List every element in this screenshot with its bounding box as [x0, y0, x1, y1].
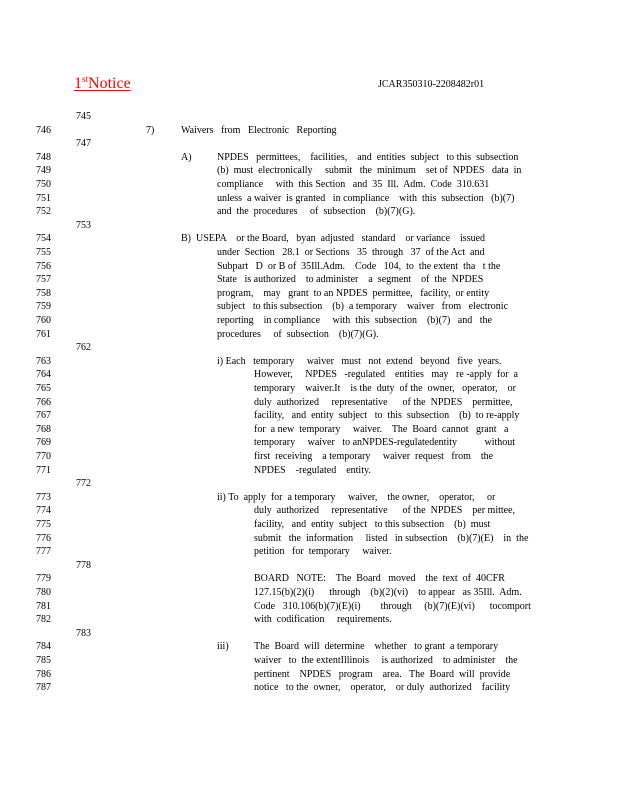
line-number: 751: [36, 192, 51, 204]
line-text: Waivers from Electronic Reporting: [181, 124, 337, 136]
line-number: 762: [76, 342, 91, 354]
line-text: under Section 28.1 or Sections 35 through 37 of the Act and: [217, 247, 485, 258]
line-text: petition for temporary waiver.: [254, 546, 392, 558]
line-text: facility, and entity subject to this subsection (b) to re-apply: [254, 410, 520, 422]
line-text: program, may grant to an NPDES permittee, facility, or entity: [217, 287, 490, 299]
line-text: duly authorized representative of the NPDES per mittee,: [254, 505, 516, 517]
line-text: A): [181, 151, 192, 163]
line-text: procedures of subsection (b)(7)(G).: [217, 328, 379, 340]
line-number: 764: [36, 369, 51, 381]
line-text: iii): [217, 641, 229, 653]
line-number: 781: [36, 600, 51, 612]
line-number: 748: [36, 151, 51, 163]
line-number: 783: [76, 627, 91, 639]
line-number: 786: [36, 668, 51, 680]
line-text: with codification requirements.: [254, 614, 392, 626]
line-text: NPDES permittees, facilities, and entities subject to this subsection: [217, 151, 519, 163]
line-text: (b) must electronically submit the minimum set of NPDES data in: [217, 165, 522, 177]
document-id: JCAR350310-2208482r01: [378, 79, 485, 90]
line-number: 756: [36, 260, 51, 272]
line-text: duly authorized representative of the NPDES permittee,: [254, 396, 513, 408]
line-number: 773: [36, 491, 51, 503]
line-number: 757: [36, 274, 51, 286]
line-text: Subpart D or B of 35Ill.Adm. Code 104, to the extent tha t the: [217, 260, 501, 272]
line-text: ii) To apply for a temporary waiver, the owner, operator, or: [217, 491, 496, 503]
line-number: 784: [36, 641, 51, 653]
line-number: 745: [76, 111, 91, 122]
line-number: 769: [36, 437, 51, 449]
line-text: However, NPDES -regulated entities may re -apply for a: [254, 369, 518, 381]
line-number: 746: [36, 124, 51, 136]
line-text: NPDES -regulated entity.: [254, 464, 371, 476]
line-number: 753: [76, 219, 91, 231]
line-text: B) USEPA or the Board, byan adjusted standard or variance issued: [181, 233, 486, 245]
line-number: 767: [36, 410, 51, 422]
line-number: 761: [36, 328, 51, 340]
line-text: The Board will determine whether to grant a temporary: [254, 641, 499, 653]
line-number: 775: [36, 519, 51, 530]
line-text: compliance with this Section and 35 Ill. Adm. Code 310.631: [217, 179, 490, 190]
notice-number: 1: [74, 75, 82, 92]
line-text: unless a waiver is granted in compliance with this subsection (b)(7): [217, 192, 515, 204]
line-number: 770: [36, 451, 51, 462]
line-text: submit the information listed in subsection (b)(7)(E) in the: [254, 532, 529, 544]
line-number: 758: [36, 287, 51, 299]
line-number: 787: [36, 682, 51, 694]
line-number: 763: [36, 355, 51, 367]
line-number: 780: [36, 587, 51, 598]
line-text: Code 310.106(b)(7)(E)(i) through (b)(7)(E)(vi) tocomport: [254, 600, 531, 612]
line-text: i) Each temporary waiver must not extend beyond five years.: [217, 355, 502, 367]
line-number: 760: [36, 315, 51, 326]
line-text: subject to this subsection (b) a temporary waiver from electronic: [217, 301, 509, 313]
line-number: 777: [36, 546, 51, 558]
line-text: 7): [146, 124, 155, 136]
line-text: notice to the owner, operator, or duly authorized facility: [254, 682, 511, 694]
line-text: for a new temporary waiver. The Board cannot grant a: [254, 423, 509, 435]
line-text: pertinent NPDES program area. The Board will provide: [254, 668, 511, 680]
line-text: temporary waiver.It is the duty of the owner, operator, or: [254, 383, 516, 394]
line-number: 755: [36, 247, 51, 258]
notice-label: Notice: [88, 75, 131, 92]
line-number: 747: [76, 138, 91, 150]
line-number: 782: [36, 614, 51, 626]
line-number: 776: [36, 532, 51, 544]
line-text: reporting in compliance with this subsection (b)(7) and the: [217, 315, 492, 326]
line-number: 772: [76, 478, 91, 490]
line-number: 754: [36, 233, 51, 245]
line-text: waiver to the extentIllinois is authorized to administer the: [254, 655, 518, 666]
line-number: 749: [36, 165, 51, 177]
line-text: State is authorized to administer a segment of the NPDES: [217, 274, 484, 286]
line-number: 766: [36, 396, 51, 408]
line-text: and the procedures of subsection (b)(7)(G).: [217, 206, 416, 218]
line-number: 765: [36, 383, 51, 394]
line-number: 778: [76, 559, 91, 571]
line-number: 768: [36, 423, 51, 435]
notice-header: [74, 74, 131, 93]
line-text: temporary waiver to anNPDES-regulatedentity without: [254, 437, 516, 449]
line-number: 779: [36, 573, 51, 585]
line-number: 771: [36, 464, 51, 476]
notice-ordinal: st: [82, 74, 89, 84]
line-text: 127.15(b)(2)(i) through (b)(2)(vi) to appear as 35Ill. Adm.: [254, 587, 522, 598]
line-number: 752: [36, 206, 51, 218]
line-number: 750: [36, 179, 51, 190]
line-number: 785: [36, 655, 51, 666]
line-number: 759: [36, 301, 51, 313]
line-text: BOARD NOTE: The Board moved the text of 40CFR: [254, 573, 505, 585]
line-text: first receiving a temporary waiver request from the: [254, 451, 494, 462]
line-number: 774: [36, 505, 51, 517]
line-text: facility, and entity subject to this subsection (b) must: [254, 519, 491, 530]
